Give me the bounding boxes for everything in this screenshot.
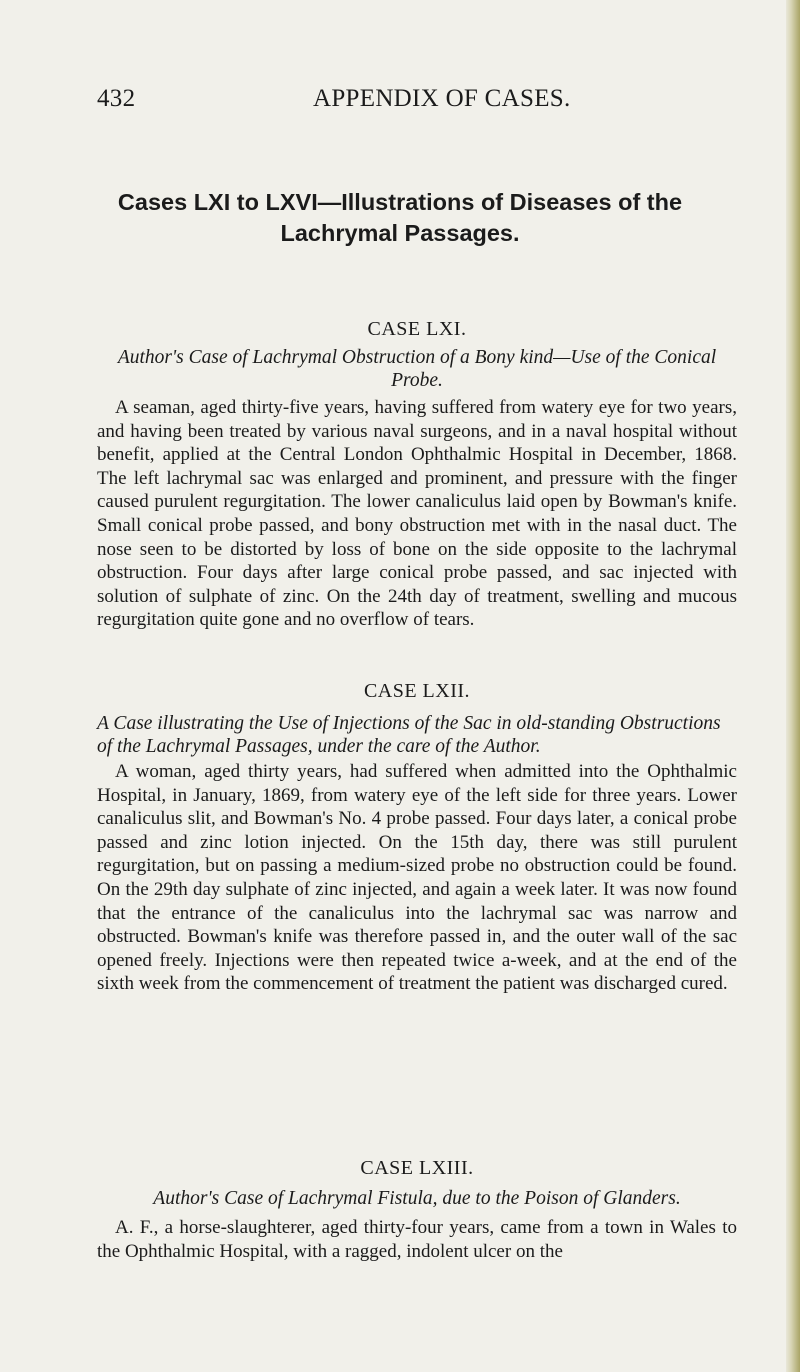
case-subtitle: A Case illustrating the Use of Injections of the Sac in old-standing Obstructions of the Lachrymal Passages, under the care of the Author. bbox=[97, 713, 721, 757]
page-number: 432 bbox=[97, 85, 136, 112]
page-edge bbox=[786, 0, 800, 1372]
case-title: CASE LXII. bbox=[363, 680, 471, 702]
running-head bbox=[97, 85, 727, 115]
case-body: A woman, aged thirty years, had suffered when admitted into the Ophthalmic Hospital, in January, 1869, from watery eye of the left side for three years. Lower canaliculus slit, and Bowman's No. 4 probe passed. Four days later, a conical probe passed and zinc lotion injected. On the 15th day, there was still purulent regurgitation, but on passing a medium-sized probe no obstruction could be found. On the 29th day sulphate of zinc injected, and again a week later. It was now found that the entrance of the canaliculus into the lachrymal sac was narrow and obstructed. Bowman's knife was therefore passed in, and the outer wall of the sac opened freely. Injections were then repeated twice a-week, and at the end of the sixth week from the commencement of treatment the patient was discharged cured. bbox=[97, 761, 737, 995]
running-title: APPENDIX OF CASES. bbox=[313, 85, 571, 112]
case-body: A. F., a horse-slaughterer, aged thirty-four years, came from a town in Wales to the Ophthalmic Hospital, with a ragged, indolent ulcer on the bbox=[97, 1217, 737, 1262]
case-subtitle: Author's Case of Lachrymal Fistula, due to the Poison of Glanders. bbox=[153, 1188, 681, 1209]
case-title: CASE LXI. bbox=[367, 318, 467, 340]
case-title: CASE LXIII. bbox=[360, 1157, 474, 1179]
case-body: A seaman, aged thirty-five years, having suffered from watery eye for two years, and having been treated by various naval surgeons, and in a naval hospital without benefit, applied at the Central London Ophthalmic Hospital in December, 1868. The left lachrymal sac was enlarged and prominent, and pressure with the finger caused purulent regurgitation. The lower canaliculus laid open by Bowman's knife. Small conical probe passed, and bony obstruction met with in the nasal duct. The nose seen to be distorted by loss of bone on the side opposite to the lachrymal obstruction. Four days after large conical probe passed, and sac injected with solution of sulphate of zinc. On the 24th day of treatment, swelling and mucous regurgitation quite gone and no overflow of tears. bbox=[97, 397, 737, 631]
section-heading: Cases LXI to LXVI—Illustrations of Diseases of the Lachrymal Passages. bbox=[117, 189, 683, 246]
case-subtitle: Author's Case of Lachrymal Obstruction of a Bony kind—Use of the Conical Probe. bbox=[117, 347, 717, 391]
